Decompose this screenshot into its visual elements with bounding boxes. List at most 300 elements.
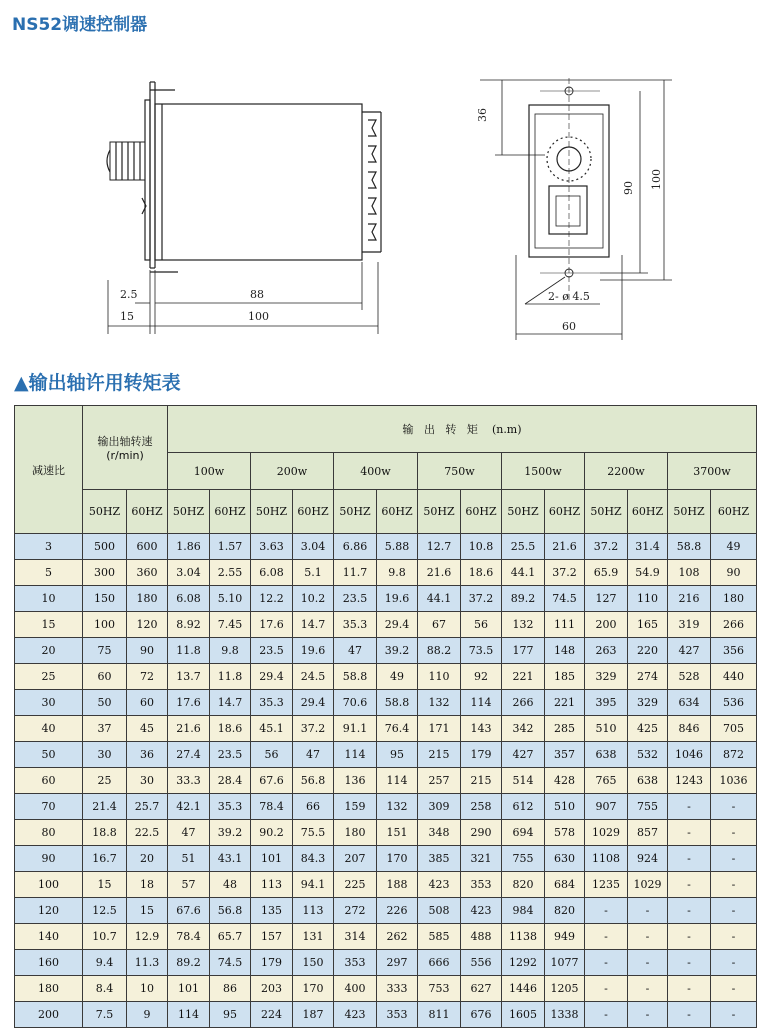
table-cell: 329 [585, 664, 628, 690]
table-cell: 272 [334, 898, 377, 924]
table-cell: 91.1 [334, 716, 377, 742]
table-cell: 5.1 [293, 560, 334, 586]
table-cell: 94.1 [293, 872, 334, 898]
freq-header: 50HZ [83, 490, 127, 534]
table-cell: 510 [585, 716, 628, 742]
freq-header: 60HZ [461, 490, 502, 534]
table-row [15, 846, 757, 872]
table-cell: - [711, 950, 757, 976]
table-cell: 15 [15, 612, 83, 638]
table-cell: 753 [418, 976, 461, 1002]
table-cell: 136 [334, 768, 377, 794]
table-cell: 319 [668, 612, 711, 638]
table-cell: 73.5 [461, 638, 502, 664]
table-cell: 110 [418, 664, 461, 690]
table-cell: 42.1 [168, 794, 210, 820]
table-cell: 37.2 [545, 560, 585, 586]
table-cell: 179 [251, 950, 293, 976]
freq-header: 60HZ [711, 490, 757, 534]
table-cell: 10.2 [293, 586, 334, 612]
table-cell: - [668, 846, 711, 872]
table-cell: 1029 [628, 872, 668, 898]
table-cell: 45.1 [251, 716, 293, 742]
table-cell: 56.8 [210, 898, 251, 924]
table-cell: 15 [127, 898, 168, 924]
table-cell: 188 [377, 872, 418, 898]
col-header-torque [168, 406, 757, 453]
table-cell: 6.08 [168, 586, 210, 612]
table-row [15, 1002, 757, 1028]
table-cell: 25.5 [502, 534, 545, 560]
table-cell: 180 [127, 586, 168, 612]
table-cell: 114 [168, 1002, 210, 1028]
triangle-icon: ▲ [14, 372, 29, 394]
table-cell: 1.86 [168, 534, 210, 560]
table-cell: 226 [377, 898, 418, 924]
table-cell: 500 [83, 534, 127, 560]
table-cell: 638 [585, 742, 628, 768]
table-cell: 30 [83, 742, 127, 768]
dim-label: 100 [248, 310, 269, 323]
table-cell: 488 [461, 924, 502, 950]
table-cell: 70 [15, 794, 83, 820]
table-cell: 37.2 [461, 586, 502, 612]
table-cell: 28.4 [210, 768, 251, 794]
table-cell: 9 [127, 1002, 168, 1028]
table-cell: 24.5 [293, 664, 334, 690]
table-cell: 101 [168, 976, 210, 1002]
dim-label: 15 [120, 310, 134, 323]
table-cell: 309 [418, 794, 461, 820]
table-cell: 56.8 [293, 768, 334, 794]
table-cell: 907 [585, 794, 628, 820]
table-cell: 257 [418, 768, 461, 794]
table-cell: 44.1 [418, 586, 461, 612]
table-cell: 90.2 [251, 820, 293, 846]
table-cell: 440 [711, 664, 757, 690]
power-header: 100w [168, 453, 251, 490]
table-cell: 151 [377, 820, 418, 846]
table-cell: 225 [334, 872, 377, 898]
table-cell: 78.4 [168, 924, 210, 950]
table-cell: 8.4 [83, 976, 127, 1002]
table-cell: 35.3 [251, 690, 293, 716]
table-cell: 360 [127, 560, 168, 586]
table-cell: 6.86 [334, 534, 377, 560]
table-cell: 44.1 [502, 560, 545, 586]
freq-header: 60HZ [210, 490, 251, 534]
table-cell: 262 [377, 924, 418, 950]
dim-label: 2- ø 4.5 [548, 290, 590, 303]
table-cell: 56 [461, 612, 502, 638]
table-cell: 58.8 [334, 664, 377, 690]
table-cell: 17.6 [251, 612, 293, 638]
table-cell: 20 [127, 846, 168, 872]
table-cell: 428 [545, 768, 585, 794]
table-cell: 132 [377, 794, 418, 820]
table-cell: 47 [168, 820, 210, 846]
dim-label: 88 [250, 288, 264, 301]
table-cell: 100 [15, 872, 83, 898]
table-cell: 37.2 [585, 534, 628, 560]
table-cell: 820 [502, 872, 545, 898]
table-cell: 200 [15, 1002, 83, 1028]
table-cell: 29.4 [293, 690, 334, 716]
table-cell: 179 [461, 742, 502, 768]
table-cell: 221 [502, 664, 545, 690]
table-cell: 21.4 [83, 794, 127, 820]
table-cell: 11.8 [210, 664, 251, 690]
table-cell: 216 [668, 586, 711, 612]
table-cell: 510 [545, 794, 585, 820]
table-cell: 23.5 [334, 586, 377, 612]
table-cell: 423 [418, 872, 461, 898]
table-cell: - [668, 924, 711, 950]
table-cell: 187 [293, 1002, 334, 1028]
table-cell: 89.2 [502, 586, 545, 612]
table-cell: 514 [502, 768, 545, 794]
table-cell: 74.5 [210, 950, 251, 976]
dimension-drawings [0, 60, 770, 345]
table-cell: - [628, 1002, 668, 1028]
table-cell: 75 [83, 638, 127, 664]
freq-header: 50HZ [418, 490, 461, 534]
table-cell: 1077 [545, 950, 585, 976]
table-cell: 811 [418, 1002, 461, 1028]
table-cell: 528 [668, 664, 711, 690]
table-cell: - [711, 976, 757, 1002]
freq-header: 50HZ [334, 490, 377, 534]
table-row [15, 560, 757, 586]
side-view-drawing [107, 82, 381, 334]
table-cell: 638 [628, 768, 668, 794]
table-cell: 90 [127, 638, 168, 664]
dim-label: 2.5 [120, 288, 138, 301]
table-cell: 846 [668, 716, 711, 742]
table-cell: 314 [334, 924, 377, 950]
table-cell: 300 [83, 560, 127, 586]
table-cell: 150 [293, 950, 334, 976]
table-cell: 35.3 [210, 794, 251, 820]
table-row [15, 534, 757, 560]
freq-header: 60HZ [127, 490, 168, 534]
table-cell: 58.8 [668, 534, 711, 560]
table-cell: 56 [251, 742, 293, 768]
table-cell: 949 [545, 924, 585, 950]
table-cell: 76.4 [377, 716, 418, 742]
freq-header: 60HZ [628, 490, 668, 534]
table-cell: 19.6 [377, 586, 418, 612]
table-cell: 21.6 [168, 716, 210, 742]
power-header: 750w [418, 453, 502, 490]
table-cell: - [668, 898, 711, 924]
power-header: 1500w [502, 453, 585, 490]
power-header: 3700w [668, 453, 757, 490]
table-cell: 1138 [502, 924, 545, 950]
table-cell: - [585, 898, 628, 924]
table-cell: 114 [461, 690, 502, 716]
dim-label: 60 [562, 320, 576, 333]
table-cell: 3 [15, 534, 83, 560]
table-cell: 170 [293, 976, 334, 1002]
table-cell: 177 [502, 638, 545, 664]
table-cell: 50 [15, 742, 83, 768]
table-cell: - [585, 950, 628, 976]
table-cell: 72 [127, 664, 168, 690]
table-cell: 11.8 [168, 638, 210, 664]
table-cell: - [668, 872, 711, 898]
table-cell: 7.5 [83, 1002, 127, 1028]
table-cell: 100 [83, 612, 127, 638]
table-cell: 1108 [585, 846, 628, 872]
table-cell: 58.8 [377, 690, 418, 716]
table-cell: 80 [15, 820, 83, 846]
table-cell: 329 [628, 690, 668, 716]
table-cell: 12.9 [127, 924, 168, 950]
table-cell: 47 [293, 742, 334, 768]
table-cell: 333 [377, 976, 418, 1002]
table-row [15, 742, 757, 768]
table-cell: 48 [210, 872, 251, 898]
table-cell: 180 [334, 820, 377, 846]
table-cell: 423 [461, 898, 502, 924]
table-cell: 19.6 [293, 638, 334, 664]
table-cell: 30 [15, 690, 83, 716]
table-cell: 258 [461, 794, 502, 820]
table-cell: 20 [15, 638, 83, 664]
table-cell: 54.9 [628, 560, 668, 586]
col-header-reduction: 减速比 [15, 406, 83, 534]
table-cell: 143 [461, 716, 502, 742]
table-cell: 9.4 [83, 950, 127, 976]
table-cell: 132 [502, 612, 545, 638]
table-cell: 627 [461, 976, 502, 1002]
table-cell: 92 [461, 664, 502, 690]
torque-table [14, 405, 757, 1028]
table-cell: 1605 [502, 1002, 545, 1028]
table-row [15, 664, 757, 690]
table-cell: 95 [377, 742, 418, 768]
table-cell: 634 [668, 690, 711, 716]
table-cell: - [585, 976, 628, 1002]
table-cell: 3.04 [168, 560, 210, 586]
table-cell: 22.5 [127, 820, 168, 846]
table-cell: - [711, 1002, 757, 1028]
table-cell: 872 [711, 742, 757, 768]
table-cell: 66 [293, 794, 334, 820]
col-header-speed [83, 406, 168, 490]
table-cell: 578 [545, 820, 585, 846]
table-cell: 423 [334, 1002, 377, 1028]
table-cell: 95 [210, 1002, 251, 1028]
table-cell: 111 [545, 612, 585, 638]
table-cell: 35.3 [334, 612, 377, 638]
table-cell: 427 [668, 638, 711, 664]
table-cell: - [628, 976, 668, 1002]
table-cell: 600 [127, 534, 168, 560]
section-heading [14, 368, 181, 395]
table-cell: 1446 [502, 976, 545, 1002]
table-cell: 114 [334, 742, 377, 768]
table-row [15, 820, 757, 846]
table-cell: 89.2 [168, 950, 210, 976]
power-header: 2200w [585, 453, 668, 490]
table-cell: 215 [418, 742, 461, 768]
table-cell: - [668, 1002, 711, 1028]
table-cell: 57 [168, 872, 210, 898]
table-cell: 14.7 [293, 612, 334, 638]
table-cell: 1235 [585, 872, 628, 898]
table-row [15, 924, 757, 950]
table-row [15, 794, 757, 820]
table-cell: 536 [711, 690, 757, 716]
table-cell: 1036 [711, 768, 757, 794]
freq-header: 50HZ [251, 490, 293, 534]
table-cell: 266 [502, 690, 545, 716]
table-cell: 49 [377, 664, 418, 690]
table-cell: 17.6 [168, 690, 210, 716]
table-cell: 765 [585, 768, 628, 794]
table-cell: 180 [15, 976, 83, 1002]
table-cell: 29.4 [377, 612, 418, 638]
dim-label: 100 [650, 169, 663, 190]
table-cell: 666 [418, 950, 461, 976]
table-cell: 108 [668, 560, 711, 586]
table-cell: 10 [15, 586, 83, 612]
table-cell: - [668, 820, 711, 846]
table-cell: 18.6 [461, 560, 502, 586]
table-cell: 6.08 [251, 560, 293, 586]
table-cell: 221 [545, 690, 585, 716]
table-cell: 135 [251, 898, 293, 924]
table-cell: 60 [83, 664, 127, 690]
front-view-dimension-labels [476, 108, 663, 333]
table-row [15, 976, 757, 1002]
table-cell: 84.3 [293, 846, 334, 872]
table-cell: 12.7 [418, 534, 461, 560]
table-row [15, 768, 757, 794]
table-cell: 33.3 [168, 768, 210, 794]
table-cell: 114 [377, 768, 418, 794]
table-cell: - [711, 846, 757, 872]
table-cell: 75.5 [293, 820, 334, 846]
table-cell: 290 [461, 820, 502, 846]
table-cell: 39.2 [377, 638, 418, 664]
table-cell: 29.4 [251, 664, 293, 690]
table-cell: 10 [127, 976, 168, 1002]
table-cell: 5.88 [377, 534, 418, 560]
table-cell: 70.6 [334, 690, 377, 716]
table-cell: 224 [251, 1002, 293, 1028]
table-cell: 45 [127, 716, 168, 742]
table-cell: 1338 [545, 1002, 585, 1028]
table-row [15, 872, 757, 898]
table-cell: 88.2 [418, 638, 461, 664]
table-cell: 47 [334, 638, 377, 664]
freq-header: 60HZ [377, 490, 418, 534]
table-cell: 185 [545, 664, 585, 690]
table-body [15, 534, 757, 1028]
table-cell: 684 [545, 872, 585, 898]
table-cell: 21.6 [418, 560, 461, 586]
table-cell: 165 [628, 612, 668, 638]
table-cell: 755 [628, 794, 668, 820]
side-view-dimension-labels [120, 288, 269, 323]
speed-header-unit: (r/min) [106, 449, 144, 462]
freq-header: 60HZ [293, 490, 334, 534]
table-cell: - [628, 924, 668, 950]
table-cell: 171 [418, 716, 461, 742]
table-cell: 755 [502, 846, 545, 872]
table-cell: 31.4 [628, 534, 668, 560]
table-cell: 9.8 [210, 638, 251, 664]
table-cell: 170 [377, 846, 418, 872]
table-cell: 207 [334, 846, 377, 872]
table-cell: 51 [168, 846, 210, 872]
table-cell: 694 [502, 820, 545, 846]
table-cell: 110 [628, 586, 668, 612]
table-cell: 90 [15, 846, 83, 872]
table-cell: 150 [83, 586, 127, 612]
table-cell: 160 [15, 950, 83, 976]
table-cell: 3.04 [293, 534, 334, 560]
table-cell: 74.5 [545, 586, 585, 612]
table-cell: 532 [628, 742, 668, 768]
table-cell: 924 [628, 846, 668, 872]
table-cell: 37 [83, 716, 127, 742]
table-cell: 353 [461, 872, 502, 898]
table-cell: 90 [711, 560, 757, 586]
dim-label: 90 [622, 181, 635, 195]
table-cell: 120 [127, 612, 168, 638]
torque-header-unit: (n.m) [491, 423, 522, 436]
table-cell: 353 [377, 1002, 418, 1028]
table-cell: 12.5 [83, 898, 127, 924]
table-cell: 348 [418, 820, 461, 846]
table-cell: 15 [83, 872, 127, 898]
table-cell: 353 [334, 950, 377, 976]
table-cell: 25.7 [127, 794, 168, 820]
table-cell: 425 [628, 716, 668, 742]
table-cell: 37.2 [293, 716, 334, 742]
table-cell: 220 [628, 638, 668, 664]
table-cell: 157 [251, 924, 293, 950]
freq-header: 50HZ [585, 490, 628, 534]
table-cell: 1046 [668, 742, 711, 768]
table-cell: 342 [502, 716, 545, 742]
table-row [15, 690, 757, 716]
freq-header: 50HZ [168, 490, 210, 534]
table-cell: 10.7 [83, 924, 127, 950]
table-cell: 12.2 [251, 586, 293, 612]
table-cell: - [668, 950, 711, 976]
table-cell: 18.8 [83, 820, 127, 846]
table-row [15, 950, 757, 976]
table-cell: 705 [711, 716, 757, 742]
table-cell: 67.6 [251, 768, 293, 794]
table-cell: - [668, 976, 711, 1002]
table-cell: 78.4 [251, 794, 293, 820]
table-cell: 612 [502, 794, 545, 820]
table-cell: 148 [545, 638, 585, 664]
freq-header: 60HZ [545, 490, 585, 534]
table-cell: 101 [251, 846, 293, 872]
table-cell: 67 [418, 612, 461, 638]
speed-header-label: 输出轴转速 [97, 435, 153, 448]
table-row [15, 638, 757, 664]
table-cell: 676 [461, 1002, 502, 1028]
power-header: 400w [334, 453, 418, 490]
